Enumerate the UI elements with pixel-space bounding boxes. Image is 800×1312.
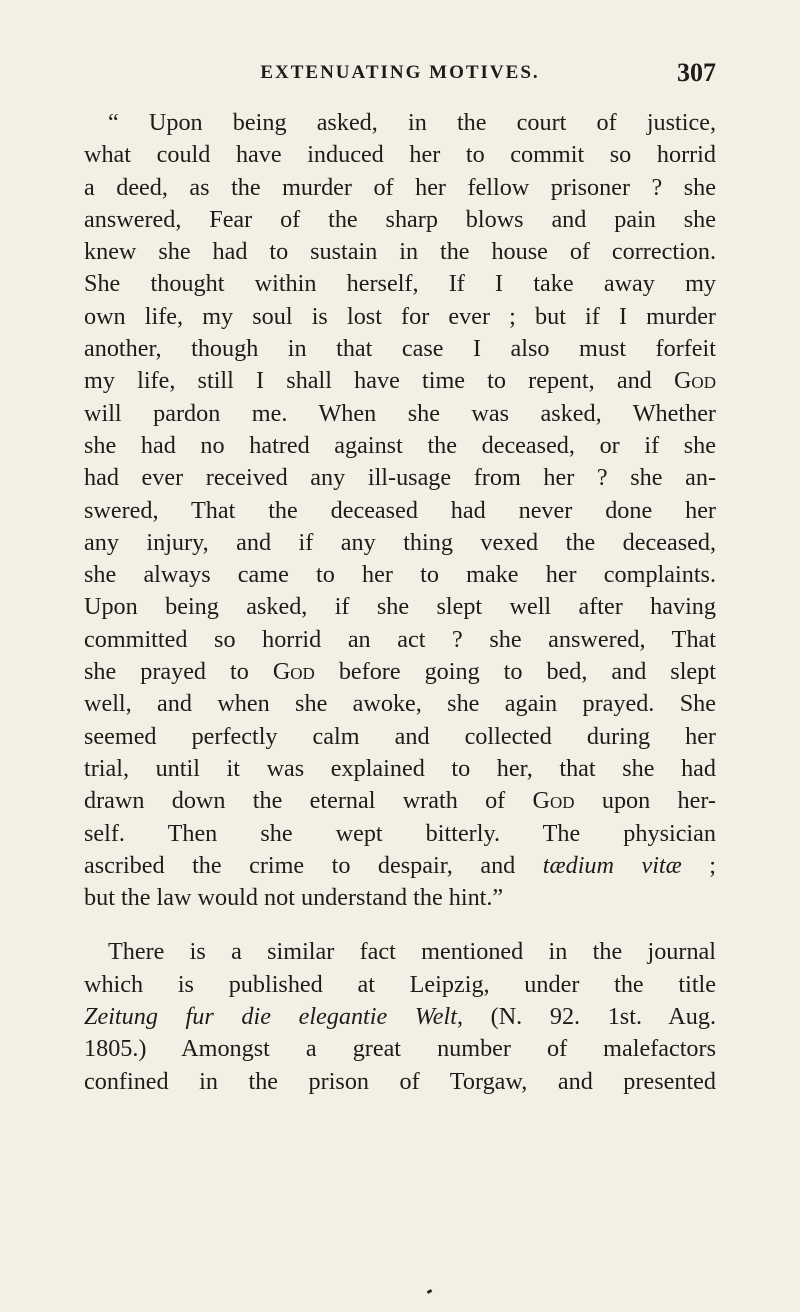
text-line: another, though in that case I also must forfeit — [84, 335, 716, 363]
ink-speck — [427, 1289, 433, 1294]
paragraph-gap — [84, 914, 716, 936]
text-line: Upon being asked, if she slept well after having — [84, 593, 716, 621]
text-line: seemed perfectly calm and collected during her — [84, 722, 716, 750]
text-line: which is published at Leipzig, under the title — [84, 970, 716, 998]
text-line: but the law would not understand the hint.” — [84, 884, 504, 912]
text-line: She thought within herself, If I take away my — [84, 270, 716, 298]
text-line: “ Upon being asked, in the court of justice, — [108, 109, 716, 136]
text-line: confined in the prison of Torgaw, and presented — [84, 1067, 716, 1095]
text-line: committed so horrid an act ? she answered, That — [84, 625, 716, 653]
text-line: well, and when she awoke, she again prayed. She — [84, 690, 716, 718]
paragraph-similar-fact — [84, 936, 716, 1097]
text-line: 1805.) Amongst a great number of malefactors — [84, 1035, 716, 1063]
text-line: she prayed to God before going to bed, and slept — [84, 658, 716, 686]
body-text — [84, 107, 716, 1098]
text-line: Zeitung fur die elegantie Welt, (N. 92. 1st. Aug. — [84, 1003, 716, 1031]
text-line: self. Then she wept bitterly. The physician — [84, 819, 716, 847]
text-line: answered, Fear of the sharp blows and pain she — [84, 205, 716, 233]
page-number: 307 — [677, 58, 716, 87]
text-line: she always came to her to make her complaints. — [84, 561, 716, 589]
text-line: a deed, as the murder of her fellow prisoner ? she — [84, 173, 716, 201]
text-line: ascribed the crime to despair, and tædium vitæ ; — [84, 851, 716, 879]
text-line: swered, That the deceased had never done her — [84, 496, 716, 524]
running-title: EXTENUATING MOTIVES. — [260, 62, 540, 83]
text-line: own life, my soul is lost for ever ; but if I murder — [84, 302, 716, 330]
text-line: There is a similar fact mentioned in the journal — [108, 938, 716, 966]
text-line: trial, until it was explained to her, that she had — [84, 754, 716, 782]
text-line: my life, still I shall have time to repent, and God — [84, 367, 716, 395]
paragraph-testimony — [84, 107, 716, 914]
text-line: will pardon me. When she was asked, Whether — [84, 399, 716, 427]
text-line: any injury, and if any thing vexed the deceased, — [84, 528, 716, 556]
text-line: drawn down the eternal wrath of God upon her- — [84, 787, 716, 815]
running-head — [84, 56, 716, 90]
text-line: what could have induced her to commit so horrid — [84, 141, 716, 169]
text-line: she had no hatred against the deceased, or if she — [84, 431, 716, 459]
text-line: knew she had to sustain in the house of correction. — [84, 238, 716, 266]
text-line: had ever received any ill-usage from her ? she an- — [84, 464, 716, 492]
